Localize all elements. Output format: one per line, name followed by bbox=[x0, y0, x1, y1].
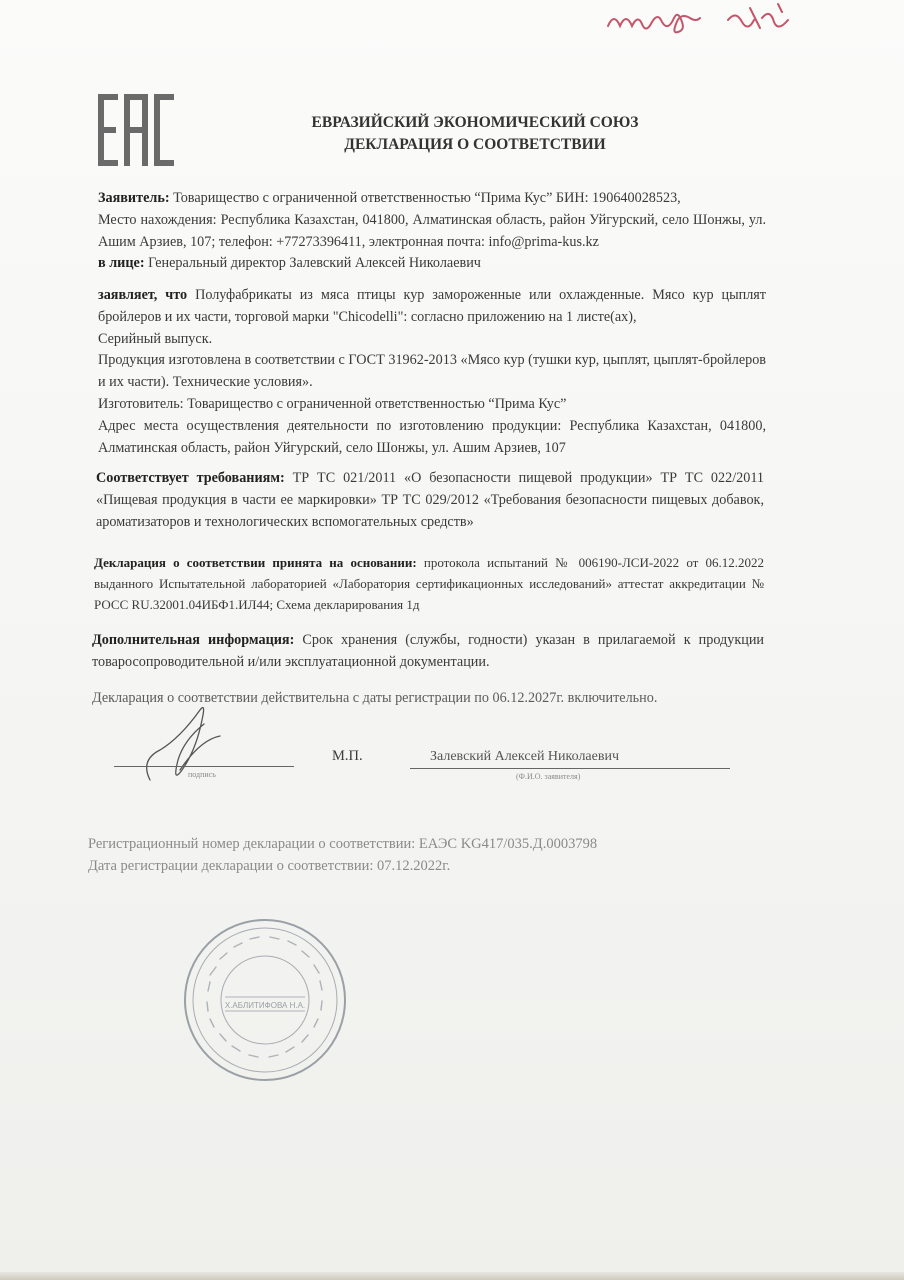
registration-date: Дата регистрации декларации о соответствии: 07.12.2022г. bbox=[88, 858, 451, 874]
conforms-label: Соответствует требованиям: bbox=[96, 470, 285, 486]
conforms-block bbox=[96, 468, 764, 533]
header-declaration-title: ДЕКЛАРАЦИЯ О СООТВЕТСТВИИ bbox=[344, 136, 606, 153]
basis-block bbox=[94, 552, 764, 615]
additional-label: Дополнительная информация: bbox=[92, 632, 295, 648]
registration-number: Регистрационный номер декларации о соответствии: ЕАЭС KG417/035.Д.0003798 bbox=[88, 836, 598, 852]
conforms-text: ТР ТС 021/2011 «О безопасности пищевой продукции» ТР ТС 022/2011 «Пищевая продукция в части ее маркировки» ТР ТС 029/2012 «Требования безопасности пищевых добавок, ароматизаторов и технологических вспомогательных средств» bbox=[96, 470, 765, 530]
page-bottom-edge bbox=[0, 1272, 904, 1280]
manufacturer-text: Товарищество с ограниченной ответственностью “Прима Кус” bbox=[187, 395, 567, 412]
mp-label: М.П. bbox=[332, 748, 363, 764]
person-label: в лице: bbox=[98, 255, 145, 272]
document-header bbox=[250, 112, 700, 156]
basis-text: протокола испытаний № 006190-ЛСИ-2022 от 06.12.2022 выданного Испытательной лабораторией «Лаборатория сертификационных исследований» аттестат аккредитации № РОСС RU.32001.04ИБФ1.ИЛ44; Схема декларирования 1д bbox=[94, 555, 765, 612]
declares-text: Полуфабрикаты из мяса птицы кур замороженные или охлажденные. Мясо кур цыплят бройлеров и их части, торговой марки "Chicodelli": согласно приложению на 1 листе(ах), bbox=[98, 287, 767, 325]
additional-text: Срок хранения (службы, годности) указан в прилагаемой к продукции товаросопроводительной и/или эксплуатационной документации. bbox=[92, 632, 765, 670]
location-label: Место нахождения: bbox=[98, 211, 217, 228]
signature-caption: подпись bbox=[188, 770, 216, 779]
handwritten-note bbox=[600, 0, 800, 40]
signer-name: Залевский Алексей Николаевич bbox=[430, 749, 619, 764]
address-text: Адрес места осуществления деятельности по изготовлению продукции: Республика Казахстан, 041800, Алматинская область, район Уйгурский, село Шонжы, ул. Ашим Арзиев, 107 bbox=[98, 417, 766, 456]
basis-label: Декларация о соответствии принята на основании: bbox=[94, 555, 417, 570]
additional-block bbox=[92, 630, 764, 674]
serial-text: Серийный выпуск. bbox=[98, 330, 213, 347]
eac-logo bbox=[96, 90, 176, 170]
signature-scribble bbox=[120, 700, 260, 800]
header-union-title: ЕВРАЗИЙСКИЙ ЭКОНОМИЧЕСКИЙ СОЮЗ bbox=[311, 114, 639, 131]
person-text: Генеральный директор Залевский Алексей Николаевич bbox=[148, 255, 481, 272]
signature-line bbox=[114, 766, 294, 767]
standard-text: Продукция изготовлена в соответствии с ГОСТ 31962-2013 «Мясо кур (тушки кур, цыплят, цыплят-бройлеров и их части). Технические условия». bbox=[98, 352, 766, 391]
applicant-block bbox=[98, 188, 766, 275]
stamp-center-text: Х.АБЛИТИФОВА Н.А. bbox=[224, 1001, 306, 1010]
manufacturer-label: Изготовитель: bbox=[98, 395, 184, 412]
validity-text: Декларация о соответствии действительна с даты регистрации по 06.12.2027г. включительно. bbox=[92, 690, 658, 706]
name-caption: (Ф.И.О. заявителя) bbox=[516, 772, 581, 781]
declares-label: заявляет, что bbox=[98, 287, 188, 303]
location-text: Республика Казахстан, 041800, Алматинская область, район Уйгурский, село Шонжы, ул. Ашим Арзиев, 107; телефон: +77273396411, электронная почта: info@prima-kus.kz bbox=[98, 211, 767, 250]
applicant-text: Товарищество с ограниченной ответственностью “Прима Кус” БИН: 190640028523, bbox=[173, 190, 681, 206]
round-seal-stamp bbox=[180, 915, 350, 1085]
name-line bbox=[410, 768, 730, 769]
declares-block bbox=[98, 285, 766, 459]
applicant-label: Заявитель: bbox=[98, 190, 170, 206]
